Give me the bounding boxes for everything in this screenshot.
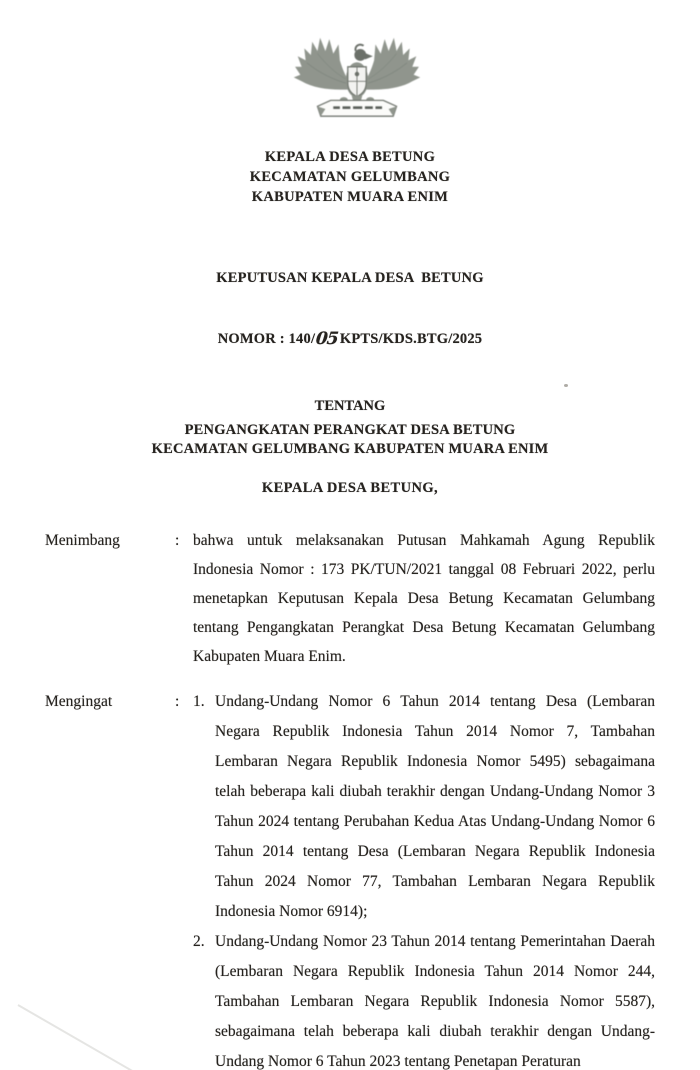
- list-item-text: Undang-Undang Nomor 23 Tahun 2014 tentang Pemerintahan Daerah (Lembaran Negara Republik Indonesia Tahun 2014 Nomor 244, Tambahan Lembaran Negara Republik Indonesia Nomor 5587), sebagaimana telah beberapa kali diubah terakhir dengan Undang-Undang Nomor 6 Tahun 2023 tentang Penetapan Peraturan: [215, 933, 655, 1070]
- mengingat-section: [45, 687, 655, 1070]
- list-item: [193, 687, 655, 927]
- mengingat-list: [193, 687, 655, 1070]
- decree-title-line: KEPUTUSAN KEPALA DESA BETUNG: [216, 270, 484, 286]
- letterhead-office: KEPALA DESA BETUNG: [264, 149, 436, 165]
- menimbang-colon: :: [175, 532, 180, 549]
- letterhead-district: KECAMATAN GELUMBANG: [249, 169, 451, 185]
- decree-subject-line1: PENGANGKATAN PERANGKAT DESA BETUNG: [184, 422, 516, 438]
- mengingat-label: Mengingat: [45, 693, 113, 710]
- scan-speck-artifact: [564, 384, 568, 387]
- issuer-salutation: KEPALA DESA BETUNG,: [261, 480, 439, 496]
- menimbang-label: Menimbang: [45, 532, 120, 549]
- menimbang-section: [45, 526, 655, 671]
- menimbang-text: bahwa untuk melaksanakan Putusan Mahkamah Agung Republik Indonesia Nomor : 173 PK/TUN/2021 tanggal 08 Februari 2022, perlu menetapkan Keputusan Kepala Desa Betung Kecamatan Gelumbang tentang Pengangkatan Perangkat Desa Betung Kecamatan Gelumbang Kabupaten Muara Enim.: [193, 532, 655, 665]
- decree-subject: [45, 421, 655, 459]
- list-item-number: 1.: [193, 693, 205, 710]
- letterhead: [45, 147, 655, 207]
- list-item-text: Undang-Undang Nomor 6 Tahun 2014 tentang Desa (Lembaran Negara Republik Indonesia Tahun 2014 Nomor 7, Tambahan Lembaran Negara Republik Indonesia Nomor 5495) sebagaimana telah beberapa kali diubah terakhir dengan Undang-Undang Nomor 3 Tahun 2024 tentang Perubahan Kedua Atas Undang-Undang Nomor 6 Tahun 2014 tentang Desa (Lembaran Negara Republik Indonesia Tahun 2024 Nomor 77, Tambahan Lembaran Negara Republik Indonesia Nomor 6914);: [215, 693, 655, 920]
- decree-title: [45, 228, 655, 389]
- list-item: [193, 927, 655, 1070]
- tentang-heading: TENTANG: [314, 398, 386, 414]
- decree-number-handwritten: 05: [315, 329, 339, 349]
- list-item-number: 2.: [193, 933, 205, 950]
- letterhead-regency: KABUPATEN MUARA ENIM: [251, 189, 449, 205]
- decree-subject-line2: KECAMATAN GELUMBANG KABUPATEN MUARA ENIM: [151, 441, 549, 457]
- decree-number-suffix: KPTS/KDS.BTG/2025: [339, 331, 483, 347]
- garuda-pancasila-emblem: [289, 22, 425, 134]
- decree-number-line: [45, 328, 655, 349]
- mengingat-colon: :: [175, 693, 180, 710]
- decree-number-prefix: NOMOR : 140/: [217, 331, 316, 347]
